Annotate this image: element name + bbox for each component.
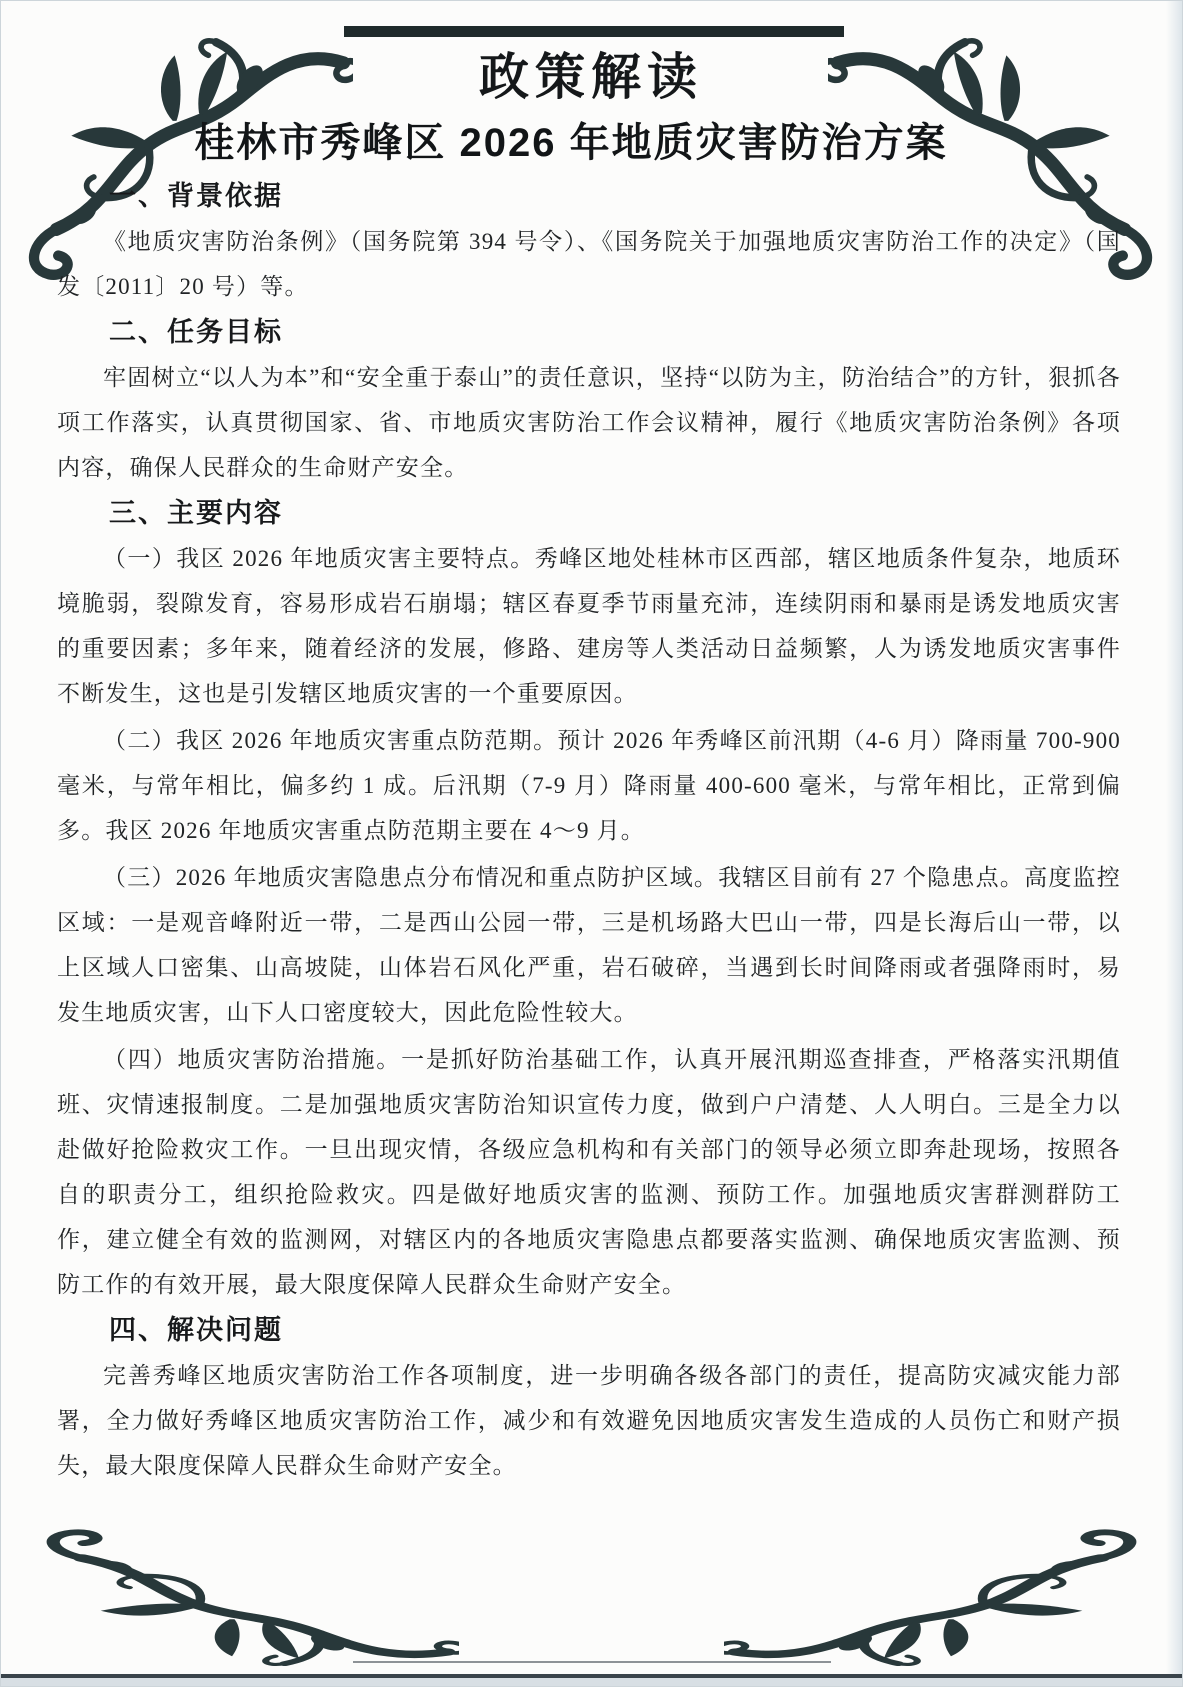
section-heading-problem-solving: 四、解决问题 <box>109 1315 283 1345</box>
paragraph: （二）我区 2026 年地质灾害重点防范期。预计 2026 年秀峰区前汛期（4-6 月）降雨量 700-900 毫米，与常年相比，偏多约 1 成。后汛期（7-9 月）降雨量 400-600 毫米，与常年相比，正常到偏多。我区 2026 年地质灾害重点防范期主要在 4～9 月。 <box>57 728 1121 843</box>
paragraph: （一）我区 2026 年地质灾害主要特点。秀峰区地处桂林市区西部，辖区地质条件复杂，地质环境脆弱，裂隙发育，容易形成岩石崩塌；辖区春夏季节雨量充沛，连续阴雨和暴雨是诱发地质灾害的重要因素；多年来，随着经济的发展，修路、建房等人类活动日益频繁，人为诱发地质灾害事件不断发生，这也是引发辖区地质灾害的一个重要原因。 <box>57 546 1121 706</box>
banner-title: 政策解读 <box>479 49 703 105</box>
paragraph: （四）地质灾害防治措施。一是抓好防治基础工作，认真开展汛期巡查排查，严格落实汛期值班、灾情速报制度。二是加强地质灾害防治知识宣传力度，做到户户清楚、人人明白。三是全力以赴做好抢险救灾工作。一旦出现灾情，各级应急机构和有关部门的领导必须立即奔赴现场，按照各自的职责分工，组织抢险救灾。四是做好地质灾害的监测、预防工作。加强地质灾害群测群防工作，建立健全有效的监测网，对辖区内的各地质灾害隐患点都要落实监测、确保地质灾害监测、预防工作的有效开展，最大限度保障人民群众生命财产安全。 <box>57 1047 1121 1297</box>
floral-flourish-bottom-right <box>724 1522 1154 1670</box>
scan-edge-right <box>1166 1 1182 1686</box>
paragraph: （三）2026 年地质灾害隐患点分布情况和重点防护区域。我辖区目前有 27 个隐患点。高度监控区域：一是观音峰附近一带，二是西山公园一带，三是机场路大巴山一带，四是长海后山一带，以上区域人口密集、山高坡陡，山体岩石风化严重，岩石破碎，当遇到长时间降雨或者强降雨时，易发生地质灾害，山下人口密度较大，因此危险性较大。 <box>57 865 1121 1025</box>
floral-flourish-bottom-left <box>29 1522 459 1670</box>
document-body <box>57 173 1121 1490</box>
section-heading-background: 一、背景依据 <box>109 181 283 211</box>
paragraph: 牢固树立“以人为本”和“安全重于泰山”的责任意识，坚持“以防为主，防治结合”的方针，狠抓各项工作落实，认真贯彻国家、省、市地质灾害防治工作会议精神，履行《地质灾害防治条例》各项内容，确保人民群众的生命财产安全。 <box>57 365 1121 480</box>
section-heading-main-content: 三、主要内容 <box>109 498 283 528</box>
scan-edge-bottom <box>1 1674 1182 1686</box>
paragraph: 完善秀峰区地质灾害防治工作各项制度，进一步明确各级各部门的责任，提高防灾减灾能力部署，全力做好秀峰区地质灾害防治工作，减少和有效避免因地质灾害发生造成的人员伤亡和财产损失，最大限度保障人民群众生命财产安全。 <box>57 1363 1121 1478</box>
section-heading-tasks: 二、任务目标 <box>109 317 283 347</box>
header-rule <box>344 26 844 37</box>
page-title: 桂林市秀峰区 2026 年地质灾害防治方案 <box>194 121 948 165</box>
footer-rule <box>353 1661 831 1663</box>
paragraph: 《地质灾害防治条例》（国务院第 394 号令）、《国务院关于加强地质灾害防治工作的决定》（国发〔2011〕20 号）等。 <box>57 229 1121 299</box>
